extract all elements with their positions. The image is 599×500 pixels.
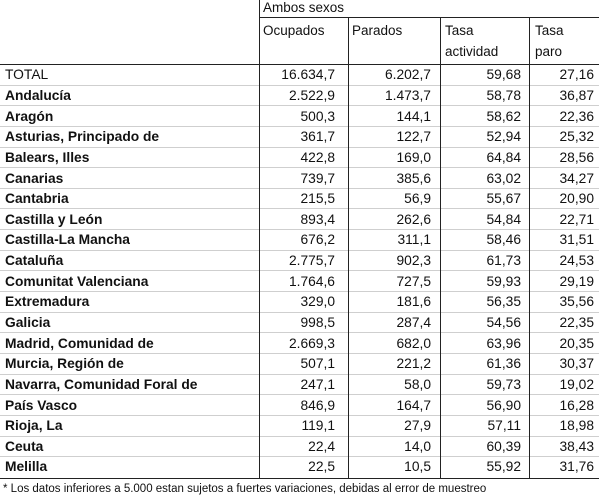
cell-tasa-actividad: 60,39 — [440, 436, 529, 457]
table-row — [0, 230, 599, 251]
cell-tasa-actividad: 61,73 — [440, 250, 529, 271]
cell-ocupados: 739,7 — [259, 168, 348, 189]
cell-tasa-paro: 34,27 — [529, 168, 599, 189]
cell-tasa-paro: 30,37 — [529, 353, 599, 374]
cell-parados: 56,9 — [348, 188, 440, 209]
cell-parados: 144,1 — [348, 106, 440, 127]
table-row — [0, 457, 599, 477]
cell-tasa-actividad: 59,68 — [440, 65, 529, 85]
cell-tasa-paro: 38,43 — [529, 436, 599, 457]
cell-region-name: Rioja, La — [0, 415, 259, 436]
cell-parados: 287,4 — [348, 312, 440, 333]
cell-region-name: País Vasco — [0, 395, 259, 416]
cell-ocupados: 2.522,9 — [259, 85, 348, 106]
cell-tasa-actividad: 52,94 — [440, 126, 529, 147]
cell-ocupados: 507,1 — [259, 353, 348, 374]
table-row — [0, 436, 599, 457]
cell-region-name: Castilla-La Mancha — [0, 230, 259, 251]
cell-ocupados: 361,7 — [259, 126, 348, 147]
cell-tasa-paro: 28,56 — [529, 147, 599, 168]
cell-parados: 27,9 — [348, 415, 440, 436]
cell-parados: 58,0 — [348, 374, 440, 395]
cell-parados: 181,6 — [348, 292, 440, 313]
table-row — [0, 333, 599, 354]
cell-region-name: Cataluña — [0, 250, 259, 271]
table-row — [0, 292, 599, 313]
cell-tasa-paro: 31,76 — [559, 459, 594, 475]
cell-parados: 311,1 — [348, 230, 440, 251]
cell-tasa-actividad: 58,46 — [440, 230, 529, 251]
cell-tasa-paro: 20,35 — [529, 333, 599, 354]
cell-region-name: Murcia, Región de — [0, 353, 259, 374]
column-header-tasa-paro: Tasa paro — [535, 23, 564, 59]
cell-tasa-actividad: 55,92 — [486, 459, 521, 475]
cell-parados: 164,7 — [348, 395, 440, 416]
cell-tasa-actividad: 54,84 — [440, 209, 529, 230]
divider-line — [348, 17, 349, 478]
cell-ocupados: 2.775,7 — [259, 250, 348, 271]
cell-region-name: Asturias, Principado de — [0, 126, 259, 147]
footnote: * Los datos inferiores a 5.000 estan sujetos a fuertes variaciones, debidas al error de muestreo — [3, 483, 487, 495]
cell-region-name: Comunitat Valenciana — [0, 271, 259, 292]
cell-tasa-paro: 36,87 — [529, 85, 599, 106]
cell-tasa-actividad: 56,35 — [440, 292, 529, 313]
table-row — [0, 106, 599, 127]
cell-tasa-actividad: 56,90 — [440, 395, 529, 416]
cell-parados: 682,0 — [348, 333, 440, 354]
cell-ocupados: 16.634,7 — [259, 65, 348, 85]
cell-tasa-actividad: 63,02 — [440, 168, 529, 189]
cell-tasa-actividad: 63,96 — [440, 333, 529, 354]
cell-tasa-actividad: 54,56 — [440, 312, 529, 333]
cell-tasa-paro: 29,19 — [529, 271, 599, 292]
table-row — [0, 209, 599, 230]
table-row — [0, 65, 599, 85]
group-header-ambos-sexos: Ambos sexos — [263, 0, 345, 15]
cell-tasa-actividad: 58,62 — [440, 106, 529, 127]
divider-line — [529, 17, 530, 478]
cell-parados: 122,7 — [348, 126, 440, 147]
cell-parados: 727,5 — [348, 271, 440, 292]
cell-region-name: Andalucía — [0, 85, 259, 106]
cell-tasa-paro: 22,71 — [529, 209, 599, 230]
table-row — [0, 250, 599, 271]
cell-ocupados: 22,5 — [308, 459, 335, 475]
cell-tasa-actividad: 59,93 — [440, 271, 529, 292]
cell-region-name: Melilla — [5, 459, 48, 475]
cell-region-name: Madrid, Comunidad de — [0, 333, 259, 354]
cell-parados: 385,6 — [348, 168, 440, 189]
table-row — [0, 85, 599, 106]
cell-parados: 14,0 — [348, 436, 440, 457]
table-row — [0, 353, 599, 374]
cell-tasa-actividad: 57,11 — [440, 415, 529, 436]
table-row — [0, 312, 599, 333]
cell-tasa-paro: 22,35 — [529, 312, 599, 333]
cell-parados: 6.202,7 — [348, 65, 440, 85]
cell-tasa-paro: 27,16 — [529, 65, 599, 85]
cell-tasa-actividad: 64,84 — [440, 147, 529, 168]
cell-tasa-actividad: 59,73 — [440, 374, 529, 395]
table-row — [0, 395, 599, 416]
cell-tasa-paro: 16,28 — [529, 395, 599, 416]
cell-region-name: Castilla y León — [0, 209, 259, 230]
table-row — [0, 374, 599, 395]
column-header-ocupados: Ocupados — [263, 23, 325, 38]
cell-parados: 169,0 — [348, 147, 440, 168]
cell-region-name: Ceuta — [0, 436, 259, 457]
cell-tasa-actividad: 58,78 — [440, 85, 529, 106]
cell-ocupados: 500,3 — [259, 106, 348, 127]
cell-parados: 1.473,7 — [348, 85, 440, 106]
column-header-parados: Parados — [352, 23, 403, 38]
table-row — [0, 271, 599, 292]
cell-parados: 10,5 — [404, 459, 431, 475]
cell-region-name: TOTAL — [0, 65, 259, 85]
table-row — [0, 168, 599, 189]
cell-tasa-actividad: 55,67 — [440, 188, 529, 209]
cell-ocupados: 1.764,6 — [259, 271, 348, 292]
divider-line — [440, 17, 441, 478]
cell-ocupados: 422,8 — [259, 147, 348, 168]
cell-parados: 221,2 — [348, 353, 440, 374]
cell-region-name: Balears, Illes — [0, 147, 259, 168]
cell-region-name: Extremadura — [0, 292, 259, 313]
table-row — [0, 126, 599, 147]
cell-region-name: Cantabria — [0, 188, 259, 209]
cell-ocupados: 329,0 — [259, 292, 348, 313]
cell-parados: 902,3 — [348, 250, 440, 271]
cell-region-name: Galicia — [0, 312, 259, 333]
table-row — [0, 415, 599, 436]
cell-region-name: Canarias — [0, 168, 259, 189]
table-bottom-rule — [0, 478, 599, 479]
cell-ocupados: 2.669,3 — [259, 333, 348, 354]
cell-tasa-paro: 24,53 — [529, 250, 599, 271]
cell-tasa-paro: 25,32 — [529, 126, 599, 147]
cell-region-name: Navarra, Comunidad Foral de — [0, 374, 259, 395]
cell-tasa-paro: 35,56 — [529, 292, 599, 313]
cell-ocupados: 119,1 — [259, 415, 348, 436]
cell-ocupados: 676,2 — [259, 230, 348, 251]
cell-tasa-paro: 19,02 — [529, 374, 599, 395]
cell-ocupados: 846,9 — [259, 395, 348, 416]
table-row — [0, 188, 599, 209]
cell-tasa-actividad: 61,36 — [440, 353, 529, 374]
cell-tasa-paro: 31,51 — [529, 230, 599, 251]
cell-tasa-paro: 22,36 — [529, 106, 599, 127]
cell-parados: 262,6 — [348, 209, 440, 230]
group-header-underline — [259, 17, 599, 18]
cell-ocupados: 215,5 — [259, 188, 348, 209]
cell-tasa-paro: 20,90 — [529, 188, 599, 209]
cell-ocupados: 247,1 — [259, 374, 348, 395]
cell-ocupados: 22,4 — [259, 436, 348, 457]
cell-ocupados: 998,5 — [259, 312, 348, 333]
column-header-tasa-actividad: Tasa actividad — [445, 23, 499, 59]
cell-region-name: Aragón — [0, 106, 259, 127]
cell-tasa-paro: 18,98 — [529, 415, 599, 436]
table-row — [0, 147, 599, 168]
data-table — [0, 65, 599, 477]
divider-line — [259, 0, 260, 478]
cell-ocupados: 893,4 — [259, 209, 348, 230]
